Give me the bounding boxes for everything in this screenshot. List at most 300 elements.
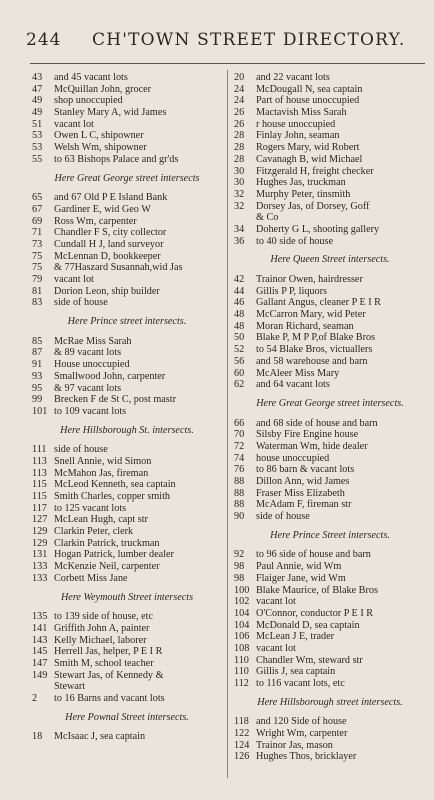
house-number: 141 xyxy=(32,622,48,634)
house-number: 65 xyxy=(32,192,43,204)
house-number: 129 xyxy=(32,526,48,538)
directory-entry xyxy=(234,286,426,298)
directory-entry xyxy=(32,142,222,154)
entry-text: McLeod Kenneth, sea captain xyxy=(54,479,176,491)
house-number: 110 xyxy=(234,666,249,678)
house-number: 34 xyxy=(234,223,245,235)
directory-entry xyxy=(234,716,426,728)
entry-text: Griffith John A, painter xyxy=(54,622,150,634)
entry-text: and 58 warehouse and barn xyxy=(256,355,368,367)
house-number: 99 xyxy=(32,394,43,406)
directory-entry xyxy=(234,309,426,321)
entry-text: Gallant Angus, cleaner P E I R xyxy=(256,297,381,309)
right-column xyxy=(234,72,426,763)
house-number: 83 xyxy=(32,297,43,309)
entry-text: Corbett Miss Jane xyxy=(54,572,128,584)
directory-entry xyxy=(32,503,222,515)
house-number: 30 xyxy=(234,165,245,177)
directory-entry xyxy=(234,119,426,131)
house-number: 69 xyxy=(32,215,43,227)
entry-text: side of house xyxy=(256,511,310,523)
directory-entry xyxy=(32,394,222,406)
house-number: 81 xyxy=(32,285,43,297)
entry-text: Gardiner E, wid Geo W xyxy=(54,203,151,215)
directory-entry xyxy=(234,177,426,189)
house-number: 149 xyxy=(32,669,48,681)
entry-text: House unoccupied xyxy=(54,359,130,371)
directory-entry xyxy=(32,297,222,309)
house-number: 127 xyxy=(32,514,48,526)
house-number: 48 xyxy=(234,309,245,321)
directory-entry xyxy=(234,297,426,309)
entry-text: & Co xyxy=(256,212,279,224)
entry-text: to 40 side of house xyxy=(256,235,333,247)
house-number: 32 xyxy=(234,200,245,212)
directory-entry xyxy=(234,596,426,608)
house-number: 106 xyxy=(234,631,250,643)
house-number: 73 xyxy=(32,238,43,250)
directory-entry xyxy=(234,464,426,476)
house-number: 102 xyxy=(234,596,250,608)
house-number: 117 xyxy=(32,502,47,514)
directory-entry xyxy=(234,441,426,453)
house-number: 113 xyxy=(32,455,47,467)
house-number: 122 xyxy=(234,728,250,740)
directory-entry xyxy=(234,418,426,430)
directory-entry xyxy=(234,344,426,356)
house-number: 28 xyxy=(234,153,245,165)
house-number: 147 xyxy=(32,657,48,669)
entry-text: McAleer Miss Mary xyxy=(256,367,340,379)
directory-entry xyxy=(32,227,222,239)
entry-text: Waterman Wm, hide dealer xyxy=(256,440,368,452)
entry-text: vacant lot xyxy=(256,596,296,608)
entry-text: vacant lot xyxy=(54,274,94,285)
directory-entry xyxy=(32,693,222,705)
entry-text: Rogers Mary, wid Robert xyxy=(256,142,360,154)
directory-entry xyxy=(234,573,426,585)
directory-entry xyxy=(32,383,222,395)
house-number: 98 xyxy=(234,561,245,573)
house-number: 133 xyxy=(32,561,48,573)
directory-entry xyxy=(234,511,426,523)
directory-entry xyxy=(234,166,426,178)
directory-entry xyxy=(234,476,426,488)
section-heading: Here Great George street intersects. xyxy=(256,397,404,409)
directory-entry xyxy=(32,538,222,550)
entry-text: to 86 barn & vacant lots xyxy=(256,464,355,476)
directory-entry xyxy=(32,491,222,503)
directory-entry xyxy=(32,444,222,456)
entry-text: Murphy Peter, tinsmith xyxy=(256,188,351,200)
directory-entry xyxy=(32,670,222,682)
house-number: 75 xyxy=(32,250,43,262)
entry-text: Moran Richard, seaman xyxy=(256,320,354,332)
house-number: 143 xyxy=(32,634,48,646)
directory-entry xyxy=(32,347,222,359)
section-heading: Here Pownal Street intersects. xyxy=(65,711,189,723)
entry-text: Wright Wm, carpenter xyxy=(256,728,348,740)
directory-entry xyxy=(234,631,426,643)
house-number: 88 xyxy=(234,487,245,499)
directory-entry xyxy=(32,84,222,96)
directory-entry xyxy=(234,678,426,690)
directory-entry xyxy=(32,611,222,623)
house-number: 66 xyxy=(234,417,245,429)
entry-text: Herrell Jas, helper, P E I R xyxy=(54,646,163,658)
section-heading: Here Great George street intersects xyxy=(54,172,200,184)
directory-entry xyxy=(32,406,222,418)
house-number: 145 xyxy=(32,646,48,658)
directory-entry xyxy=(234,321,426,333)
entry-text: Trainor Owen, hairdresser xyxy=(256,274,363,285)
house-number: 53 xyxy=(32,142,43,154)
entry-text: to 139 side of house, etc xyxy=(54,611,154,623)
house-number: 49 xyxy=(32,107,43,119)
entry-text: side of house xyxy=(54,444,108,456)
directory-entry xyxy=(234,72,426,84)
house-number: 60 xyxy=(234,367,245,379)
entry-text: Silsby Fire Engine house xyxy=(256,429,359,441)
entry-text: Dillon Ann, wid James xyxy=(256,476,350,487)
section-heading: Here Hillsborough street intersects. xyxy=(257,696,403,708)
directory-entry xyxy=(234,608,426,620)
directory-entry xyxy=(32,216,222,228)
entry-text: McLean Hugh, capt str xyxy=(54,514,148,526)
entry-text: Clarkin Peter, clerk xyxy=(54,526,134,538)
house-number: 87 xyxy=(32,347,43,359)
house-number: 55 xyxy=(32,153,43,165)
directory-entry xyxy=(234,585,426,597)
entry-text: to 63 Bishops Palace and gr'ds xyxy=(54,153,179,165)
entry-text: and 45 vacant lots xyxy=(54,72,128,83)
entry-text: & 97 vacant lots xyxy=(54,382,122,394)
house-number: 91 xyxy=(32,359,43,371)
house-number: 104 xyxy=(234,619,250,631)
entry-text: shop unoccupied xyxy=(54,95,123,107)
entry-text: to 116 vacant lots, etc xyxy=(256,678,345,689)
directory-entry xyxy=(32,561,222,573)
directory-entry xyxy=(32,456,222,468)
entry-text: Hogan Patrick, lumber dealer xyxy=(54,549,174,561)
house-number: 74 xyxy=(234,452,245,464)
house-number: 26 xyxy=(234,107,245,119)
house-number: 62 xyxy=(234,379,245,391)
directory-entry xyxy=(32,251,222,263)
entry-text: Clarkin Patrick, truckman xyxy=(54,537,160,549)
directory-entry xyxy=(32,107,222,119)
house-number: 49 xyxy=(32,95,43,107)
house-number: 129 xyxy=(32,537,48,549)
entry-text: Fraser Miss Elizabeth xyxy=(256,487,345,499)
section-heading: Here Queen Street intersects. xyxy=(270,254,390,266)
directory-entry xyxy=(32,262,222,274)
directory-entry xyxy=(32,468,222,480)
left-column xyxy=(32,72,222,743)
house-number: 30 xyxy=(234,177,245,189)
house-number: 47 xyxy=(32,83,43,95)
directory-entry xyxy=(32,549,222,561)
directory-entry xyxy=(234,356,426,368)
directory-entry xyxy=(234,751,426,763)
directory-entry xyxy=(234,453,426,465)
entry-text: and 67 Old P E Island Bank xyxy=(54,192,168,204)
entry-text: McKenzie Neil, carpenter xyxy=(54,561,160,573)
entry-text: Gillis J, sea captain xyxy=(256,666,336,678)
entry-text: Smith M, school teacher xyxy=(54,657,154,669)
directory-entry xyxy=(234,236,426,248)
house-number: 28 xyxy=(234,130,245,142)
house-number: 24 xyxy=(234,83,245,95)
directory-entry xyxy=(32,286,222,298)
entry-text: and 120 Side of house xyxy=(256,716,347,728)
house-number: 28 xyxy=(234,142,245,154)
directory-entry xyxy=(234,154,426,166)
entry-text: McAdam F, fireman str xyxy=(256,499,352,511)
house-number: 110 xyxy=(234,654,249,666)
directory-entry xyxy=(234,142,426,154)
directory-entry xyxy=(32,130,222,142)
house-number: 108 xyxy=(234,642,250,654)
directory-entry xyxy=(32,274,222,286)
house-number: 18 xyxy=(32,731,43,743)
directory-entry-continuation xyxy=(234,212,426,224)
entry-text: McRae Miss Sarah xyxy=(54,335,132,347)
directory-entry xyxy=(32,95,222,107)
entry-text: McDonald D, sea captain xyxy=(256,619,360,631)
entry-text: Kelly Michael, laborer xyxy=(54,634,147,646)
directory-entry xyxy=(234,189,426,201)
house-number: 48 xyxy=(234,320,245,332)
section-heading: Here Prince Street intersects. xyxy=(270,529,390,541)
directory-entry xyxy=(32,371,222,383)
entry-text: Smallwood John, carpenter xyxy=(54,370,166,382)
directory-entry xyxy=(234,549,426,561)
directory-entry xyxy=(234,107,426,119)
entry-text: to 16 Barns and vacant lots xyxy=(54,693,165,704)
directory-entry xyxy=(234,728,426,740)
entry-text: McLennan D, bookkeeper xyxy=(54,250,161,262)
directory-entry xyxy=(234,201,426,213)
directory-entry xyxy=(32,72,222,84)
entry-text: McDougall N, sea captain xyxy=(256,83,363,95)
house-number: 76 xyxy=(234,464,245,476)
directory-entry xyxy=(234,561,426,573)
house-number: 124 xyxy=(234,739,250,751)
entry-text: Owen L C, shipowner xyxy=(54,130,144,142)
entry-text: vacant lot xyxy=(256,642,296,654)
directory-entry xyxy=(234,274,426,286)
entry-text: Blake Maurice, of Blake Bros xyxy=(256,584,378,596)
entry-text: to 54 Blake Bros, victuallers xyxy=(256,344,373,356)
entry-text: and 64 vacant lots xyxy=(256,379,330,391)
entry-text: Welsh Wm, shipowner xyxy=(54,142,147,154)
house-number: 20 xyxy=(234,72,245,83)
house-number: 50 xyxy=(234,332,245,344)
entry-text: McMahon Jas, fireman xyxy=(54,467,149,479)
entry-text: Paul Annie, wid Wm xyxy=(256,561,342,573)
house-number: 70 xyxy=(234,429,245,441)
house-number: 93 xyxy=(32,370,43,382)
house-number: 118 xyxy=(234,716,249,728)
directory-entry xyxy=(32,635,222,647)
directory-entry xyxy=(234,130,426,142)
entry-text: vacant lot xyxy=(54,118,94,130)
house-number: 101 xyxy=(32,405,48,417)
house-number: 92 xyxy=(234,549,245,561)
entry-text: Smith Charles, copper smith xyxy=(54,491,171,502)
entry-text: Brecken F de St C, post mastr xyxy=(54,394,176,406)
entry-text: Part of house unoccupied xyxy=(256,95,360,107)
house-number: 72 xyxy=(234,440,245,452)
directory-entry xyxy=(32,573,222,585)
entry-text: O'Connor, conductor P E I R xyxy=(256,607,374,619)
directory-entry xyxy=(32,154,222,166)
entry-text: Snell Annie, wid Simon xyxy=(54,455,152,467)
house-number: 2 xyxy=(32,693,38,704)
house-number: 115 xyxy=(32,491,47,502)
entry-text: house unoccupied xyxy=(256,452,330,464)
directory-entry xyxy=(32,479,222,491)
entry-text: Chandler F S, city collector xyxy=(54,227,167,239)
house-number: 133 xyxy=(32,572,48,584)
directory-entry xyxy=(234,379,426,391)
house-number: 98 xyxy=(234,572,245,584)
house-number: 104 xyxy=(234,607,250,619)
entry-text: Flaiger Jane, wid Wm xyxy=(256,572,346,584)
entry-text: Finlay John, seaman xyxy=(256,130,340,142)
directory-entry xyxy=(32,646,222,658)
directory-entry xyxy=(234,666,426,678)
entry-text: McQuillan John, grocer xyxy=(54,83,152,95)
house-number: 75 xyxy=(32,262,43,274)
house-number: 88 xyxy=(234,499,245,511)
directory-entry xyxy=(234,368,426,380)
section-heading: Here Hillsborough St. intersects. xyxy=(60,424,194,436)
directory-entry xyxy=(32,204,222,216)
house-number: 26 xyxy=(234,118,245,130)
house-number: 79 xyxy=(32,274,43,285)
house-number: 71 xyxy=(32,227,43,239)
house-number: 95 xyxy=(32,382,43,394)
house-number: 32 xyxy=(234,188,245,200)
directory-entry xyxy=(32,192,222,204)
entry-text: to 96 side of house and barn xyxy=(256,549,371,561)
house-number: 44 xyxy=(234,285,245,297)
directory-entry xyxy=(32,514,222,526)
directory-entry xyxy=(234,620,426,632)
entry-text: Dorsey Jas, of Dorsey, Goff xyxy=(256,200,370,212)
directory-entry xyxy=(234,95,426,107)
entry-text: McCarron Mary, wid Peter xyxy=(256,309,366,321)
directory-entry xyxy=(234,224,426,236)
directory-entry xyxy=(32,731,222,743)
entry-text: Stanley Mary A, wid James xyxy=(54,107,167,119)
entry-text: Trainor Jas, mason xyxy=(256,739,333,751)
running-title: CH'TOWN STREET DIRECTORY. xyxy=(92,30,406,50)
house-number: 36 xyxy=(234,235,245,247)
entry-text: McLean J E, trader xyxy=(256,631,335,643)
section-heading: Here Prince street intersects. xyxy=(67,316,187,328)
directory-entry xyxy=(32,359,222,371)
directory-entry xyxy=(32,623,222,635)
directory-entry xyxy=(234,643,426,655)
entry-text: and 22 vacant lots xyxy=(256,72,330,83)
entry-text: Dorion Leon, ship builder xyxy=(54,285,160,297)
house-number: 67 xyxy=(32,203,43,215)
entry-text: Hughes Jas, truckman xyxy=(256,177,346,189)
house-number: 85 xyxy=(32,335,43,347)
house-number: 100 xyxy=(234,584,250,596)
entry-text: & 77Haszard Susannah,wid Jas xyxy=(54,262,183,274)
entry-text: to 109 vacant lots xyxy=(54,405,127,417)
house-number: 52 xyxy=(234,344,245,356)
entry-text: McIsaac J, sea captain xyxy=(54,731,146,743)
entry-text: to 125 vacant lots xyxy=(54,502,127,514)
house-number: 43 xyxy=(32,72,43,83)
house-number: 51 xyxy=(32,118,43,130)
house-number: 135 xyxy=(32,611,48,623)
entry-text: Blake P, M P P,of Blake Bros xyxy=(256,332,376,344)
entry-text: Stewart xyxy=(54,681,86,693)
house-number: 88 xyxy=(234,476,245,487)
entry-text: Hughes Thos, bricklayer xyxy=(256,751,357,763)
directory-entry xyxy=(234,332,426,344)
house-number: 126 xyxy=(234,751,250,763)
house-number: 113 xyxy=(32,467,47,479)
entry-text: r house unoccupied xyxy=(256,118,336,130)
entry-text: Cavanagh B, wid Michael xyxy=(256,153,363,165)
house-number: 111 xyxy=(32,444,47,456)
house-number: 115 xyxy=(32,479,47,491)
directory-entry xyxy=(32,119,222,131)
directory-entry xyxy=(32,526,222,538)
directory-entry xyxy=(32,658,222,670)
house-number: 90 xyxy=(234,511,245,523)
directory-entry xyxy=(32,336,222,348)
house-number: 112 xyxy=(234,678,249,689)
entry-text: Doherty G L, shooting gallery xyxy=(256,223,380,235)
house-number: 53 xyxy=(32,130,43,142)
entry-text: side of house xyxy=(54,297,108,309)
header-rule xyxy=(30,63,425,64)
directory-entry xyxy=(234,488,426,500)
house-number: 56 xyxy=(234,355,245,367)
entry-text: Mactavish Miss Sarah xyxy=(256,107,347,119)
page-number: 244 xyxy=(26,30,62,50)
entry-text: Stewart Jas, of Kennedy & xyxy=(54,669,164,681)
entry-text: Gillis P P, liquors xyxy=(256,285,327,297)
directory-entry xyxy=(234,499,426,511)
entry-text: Cundall H J, land surveyor xyxy=(54,238,164,250)
entry-text: and 68 side of house and barn xyxy=(256,417,378,429)
column-divider xyxy=(227,70,228,778)
directory-entry xyxy=(234,740,426,752)
section-heading: Here Weymouth Street intersects xyxy=(60,591,194,603)
directory-entry xyxy=(234,84,426,96)
directory-entry xyxy=(234,655,426,667)
entry-text: Chandler Wm, steward str xyxy=(256,654,363,666)
entry-text: Fitzgerald H, freight checker xyxy=(256,165,374,177)
house-number: 42 xyxy=(234,274,245,285)
house-number: 46 xyxy=(234,297,245,309)
entry-text: & 89 vacant lots xyxy=(54,347,122,359)
entry-text: Ross Wm, carpenter xyxy=(54,215,137,227)
page-header xyxy=(0,30,434,56)
directory-entry-continuation xyxy=(32,681,222,693)
directory-entry xyxy=(32,239,222,251)
directory-entry xyxy=(234,429,426,441)
